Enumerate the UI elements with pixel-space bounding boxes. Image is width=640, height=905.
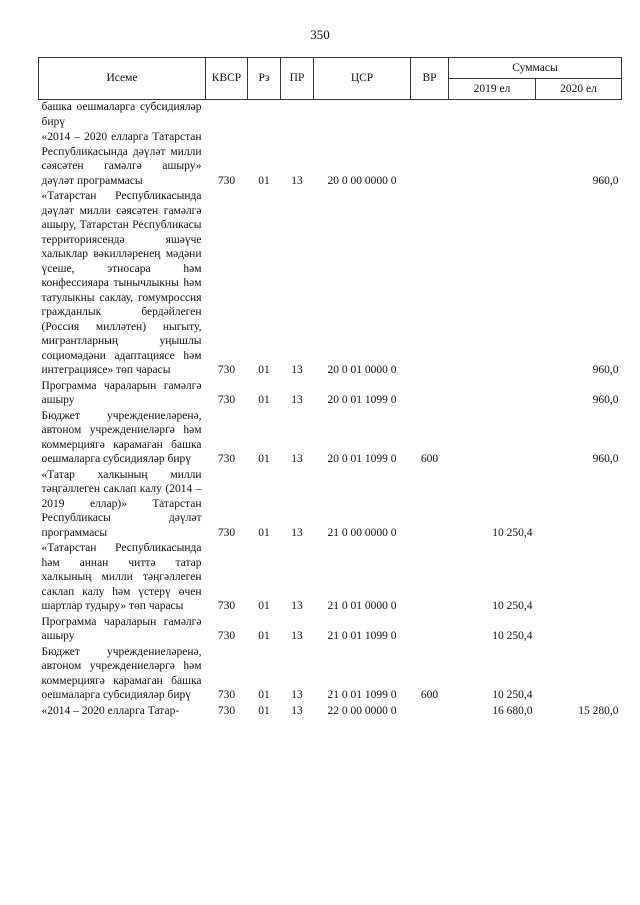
budget-table: [38, 57, 622, 719]
cell-pr: 13: [291, 600, 303, 612]
cell-name: Программа чараларын гамәлгә ашыру: [41, 379, 202, 406]
header-pr: ПР: [281, 58, 314, 100]
cell-2019: 10 250,4: [492, 630, 533, 642]
table-header: [39, 58, 622, 100]
cell-pr: 13: [291, 689, 303, 701]
cell-2020: [536, 100, 622, 131]
cell-csr: 20 0 01 1099 0: [327, 453, 397, 465]
cell-rz: 01: [258, 174, 270, 187]
cell-kvsr: 730: [217, 394, 236, 406]
cell-2019: [449, 100, 536, 131]
cell-rz: 01: [258, 704, 270, 717]
cell-rz: 01: [258, 689, 270, 701]
cell-kvsr: 730: [217, 364, 236, 376]
cell-kvsr: 730: [217, 630, 236, 642]
header-sums: Суммасы: [449, 58, 622, 79]
cell-name: «2014 – 2020 елларга Татарстан Республикасында дәүләт милли сәясәтен гамәлгә ашыру» дәүләт программасы: [41, 131, 202, 187]
cell-name: «Татарстан Республикасында һәм аннан читтә татар халкының милли тәңгәллеген саклап калу һәм үстерү өчен шартлар тудыру» төп чарасы: [41, 542, 202, 612]
table-row: [39, 704, 622, 720]
cell-2020: [536, 541, 622, 615]
cell-vr: [411, 130, 449, 189]
header-name: Исеме: [39, 58, 206, 100]
cell-2020: 960,0: [592, 174, 619, 187]
header-csr: ЦСР: [314, 58, 411, 100]
cell-2020: [536, 468, 622, 542]
table-row: [39, 379, 622, 409]
cell-name: башка оешмаларга субсидияләр бирү: [41, 101, 202, 128]
cell-name: «Татарстан Республикасында дәүләт милли сәясәтен гамәлгә ашыру, Татарстан Республикасы территориясендә яшәүче халыклар вәкилләренең мәдәни үсеше, этносара һәм конфессияара тынычлыкны һәм татулыкны саклау, гомумроссия гражданлык бердәйлеген (Россия милләтен) ныгыту, мигрантларның уңышлы социомәдәни адаптациясе һәм интеграциясе» төп чарасы: [41, 190, 202, 376]
header-kvsr: КВСР: [206, 58, 248, 100]
cell-name: «Татар халкының милли тәңгәллеген саклап калу (2014 – 2019 еллар)» Татарстан Республикасы дәүләт программасы: [41, 468, 202, 539]
cell-vr: [411, 704, 449, 720]
cell-2019: [449, 130, 536, 189]
cell-csr: 20 0 01 0000 0: [327, 364, 397, 376]
cell-rz: 01: [258, 453, 270, 465]
cell-2019: 10 250,4: [492, 600, 533, 612]
cell-vr: [411, 100, 449, 131]
cell-2019: [449, 379, 536, 409]
cell-name: Бюджет учреждениеләренә, автоном учреждениеләргә һәм коммерциягә карамаган башка оешмаларга субсидияләр бирү: [41, 409, 202, 465]
cell-pr: 13: [291, 364, 303, 376]
cell-rz: [248, 100, 281, 131]
cell-rz: 01: [258, 630, 270, 642]
cell-pr: 13: [291, 394, 303, 406]
cell-vr: [411, 379, 449, 409]
cell-2020: [536, 645, 622, 704]
cell-rz: 01: [258, 394, 270, 406]
cell-pr: 13: [291, 526, 303, 539]
cell-2020: 960,0: [592, 364, 619, 376]
table-row: [39, 468, 622, 542]
cell-csr: 21 0 01 1099 0: [327, 689, 397, 701]
cell-csr: [314, 100, 411, 131]
cell-vr: [411, 468, 449, 542]
cell-2019: 10 250,4: [492, 689, 533, 701]
cell-vr: [411, 189, 449, 379]
cell-kvsr: 730: [217, 600, 236, 612]
table-row: [39, 130, 622, 189]
cell-2019: [449, 189, 536, 379]
cell-pr: 13: [291, 174, 303, 187]
header-year-2020: 2020 ел: [536, 79, 622, 100]
cell-csr: 21 0 00 0000 0: [327, 526, 397, 539]
cell-2020: [536, 615, 622, 645]
cell-kvsr: 730: [217, 704, 236, 717]
cell-csr: 22 0 00 0000 0: [327, 704, 397, 717]
cell-2019: [449, 409, 536, 468]
cell-rz: 01: [258, 526, 270, 539]
table-row: [39, 189, 622, 379]
cell-2020: 15 280,0: [578, 704, 619, 717]
cell-csr: 20 0 00 0000 0: [327, 174, 397, 187]
page-number: 350: [310, 27, 330, 42]
cell-csr: 21 0 01 1099 0: [327, 630, 397, 642]
table-row: [39, 541, 622, 615]
cell-vr: 600: [420, 689, 439, 701]
cell-pr: [281, 100, 314, 131]
table-body: [39, 100, 622, 720]
cell-kvsr: [206, 100, 248, 131]
cell-pr: 13: [291, 704, 303, 717]
table-row: [39, 645, 622, 704]
table-row: [39, 100, 622, 131]
cell-kvsr: 730: [217, 689, 236, 701]
cell-name: Бюджет учреждениеләренә, автоном учреждениеләргә һәм коммерциягә карамаган башка оешмаларга субсидияләр бирү: [41, 645, 202, 701]
cell-2020: 960,0: [592, 453, 619, 465]
cell-rz: 01: [258, 364, 270, 376]
cell-csr: 21 0 01 0000 0: [327, 600, 397, 612]
cell-2020: 960,0: [592, 394, 619, 406]
table-row: [39, 409, 622, 468]
cell-vr: 600: [420, 453, 439, 465]
header-year-2019: 2019 ел: [449, 79, 536, 100]
cell-name: «2014 – 2020 елларга Татар-: [41, 704, 180, 717]
cell-pr: 13: [291, 453, 303, 465]
cell-vr: [411, 541, 449, 615]
cell-kvsr: 730: [217, 453, 236, 465]
table-row: [39, 615, 622, 645]
cell-pr: 13: [291, 630, 303, 642]
header-vr: ВР: [411, 58, 449, 100]
cell-rz: 01: [258, 600, 270, 612]
cell-name: Программа чараларын гамәлгә ашыру: [41, 615, 202, 642]
cell-kvsr: 730: [217, 526, 236, 539]
cell-2019: 16 680,0: [492, 704, 533, 717]
header-rz: Рз: [248, 58, 281, 100]
cell-vr: [411, 615, 449, 645]
cell-kvsr: 730: [217, 174, 236, 187]
cell-2019: 10 250,4: [492, 526, 533, 539]
cell-csr: 20 0 01 1099 0: [327, 394, 397, 406]
